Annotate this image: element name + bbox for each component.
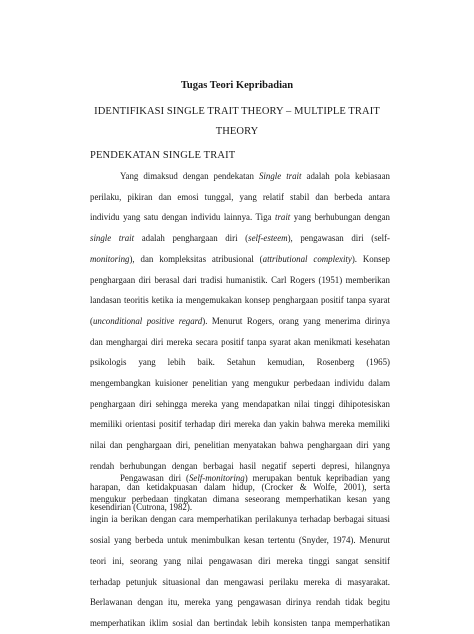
paragraph-line: mengukur perbedaan tingkatan dimana seseorang memperhatikan kesan yang [90,493,390,504]
paragraph-1 [90,166,390,518]
paragraph-line: mengembangkan kuisioner penelitian yang mengukur perbedaan individu dalam [90,378,390,389]
document-subtitle [60,102,414,142]
document-title: Tugas Teori Kepribadian [180,80,294,91]
paragraph-line: penghargaan diri berasal dari tradisi humanistik. Carl Rogers (1951) memberikan [90,274,390,285]
paragraph-line: terhadap petunjuk situasional dan mengawasi perilaku mereka di masyarakat. [90,576,390,587]
subtitle-line-2: THEORY [215,126,259,137]
paragraph-2 [90,468,390,634]
paragraph-line: nilai dan penghargaan diri, penelitian menyatakan bahwa penghargaan diri yang [90,440,390,451]
paragraph-line: individu yang satu dengan individu lainnya. Tiga trait yang berhubungan dengan [90,212,390,223]
paragraph-line: (unconditional positive regard). Menurut Rogers, orang yang menerima dirinya [90,315,390,326]
paragraph-line: Yang dimaksud dengan pendekatan Single trait adalah pola kebiasaan [120,171,390,181]
section-heading: PENDEKATAN SINGLE TRAIT [90,150,236,161]
paragraph-line: perilaku, pikiran dan emosi tunggal, yang relatif stabil dan berbeda antara [90,191,390,202]
paragraph-line: memiliki orientasi positif terhadap diri mereka dan yakin bahwa mereka memiliki [90,419,390,430]
subtitle-line-1: IDENTIFIKASI SINGLE TRAIT THEORY – MULTIPLE TRAIT [94,106,380,117]
paragraph-line: monitoring), dan kompleksitas atribusional (attributional complexity). Konsep [90,253,390,264]
paragraph-line: kesendirian (Cutrona, 1982). [90,502,193,513]
paragraph-line: ingin ia berikan dengan cara memperhatikan perilakunya terhadap berbagai situasi [90,514,390,525]
paragraph-line: Pengawasan diri (Self-monitoring) merupakan bentuk kepribadian yang [120,473,390,483]
paragraph-line: rendah berhubungan dengan berbagai hasil negatif seperti depresi, hilangnya [90,460,390,471]
paragraph-line: memperhatikan iklim sosial dan bertindak lebih konsisten tanpa memperhatikan [90,617,390,628]
paragraph-line: single trait adalah penghargaan diri (self-esteem), pengawasan diri (self- [90,233,390,244]
paragraph-line: penghargaan diri sehingga mereka yang mendapatkan nilai tinggi dihipotesiskan [90,398,390,409]
paragraph-line: dan menghargai diri mereka secara positif tanpa syarat akan menikmati kesehatan [90,336,390,347]
paragraph-line: sosial yang berbeda untuk menimbulkan kesan tertentu (Snyder, 1974). Menurut [90,535,390,546]
paragraph-line: harapan, dan ketidakpuasan dalam hidup, (Crocker & Wolfe, 2001), serta [90,481,390,492]
paragraph-line: teori ini, seorang yang nilai pengawasan diri mereka tinggi sangat sensitif [90,555,390,566]
paragraph-line: Berlawanan dengan itu, mereka yang pengawasan dirinya rendah tidak begitu [90,597,390,608]
paragraph-line: landasan teoritis ketika ia mengemukakan konsep penghargaan positif tanpa syarat [90,295,390,306]
paragraph-line: psikologis yang lebih baik. Setahun kemudian, Rosenberg (1965) [90,357,390,368]
